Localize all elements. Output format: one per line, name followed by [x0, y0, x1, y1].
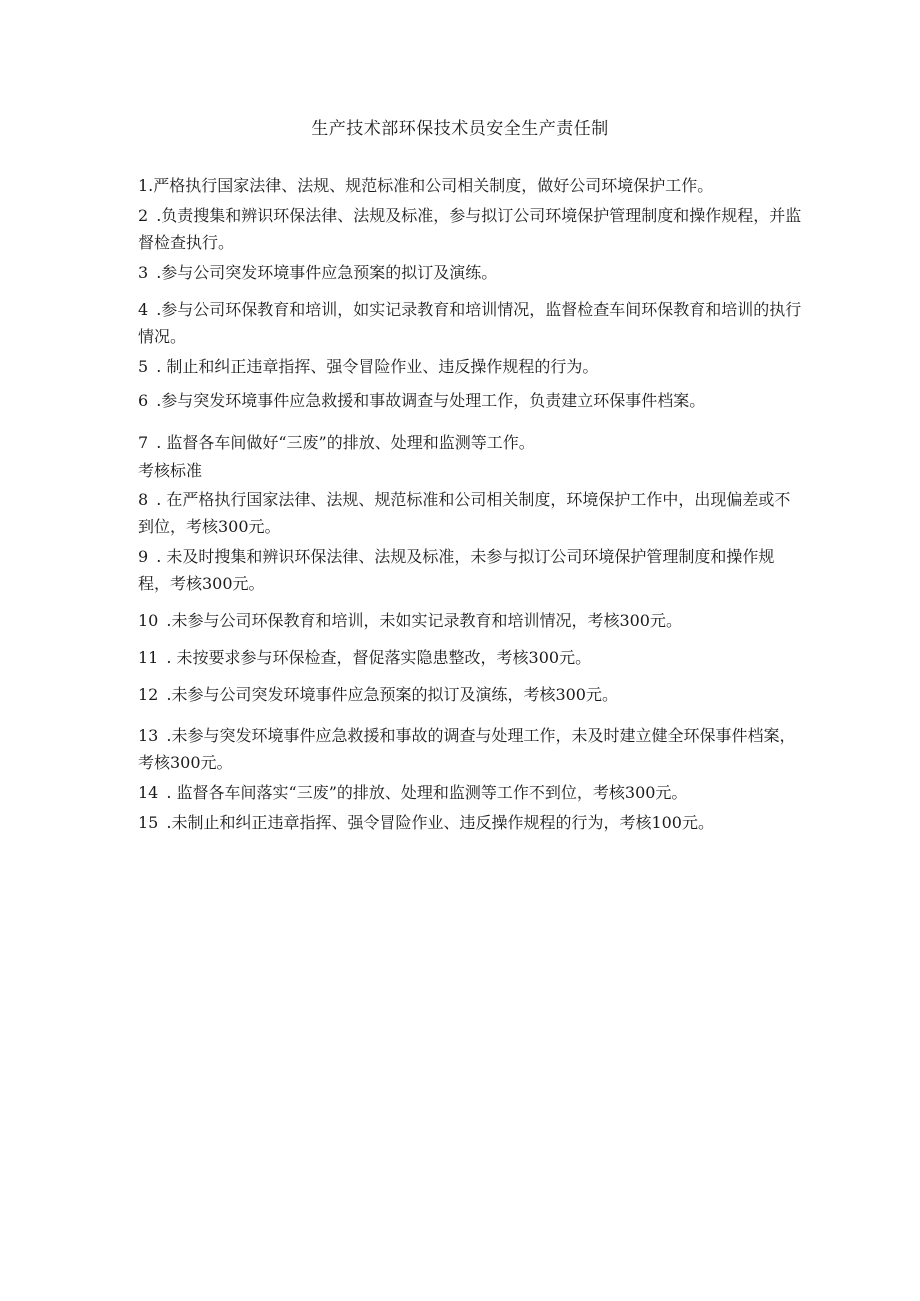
item-number: 1.: [138, 176, 154, 195]
item-text: .参与突发环境事件应急救援和事故调查与处理工作，负责建立环保事件档案。: [156, 391, 706, 410]
item-number: 10: [138, 611, 159, 630]
assessment-heading: 考核标准: [138, 461, 203, 480]
duty-item-3: [138, 259, 806, 286]
duty-item-1: [138, 172, 806, 199]
document-title: 生产技术部环保技术员安全生产责任制: [311, 119, 609, 139]
item-number: 15: [138, 813, 159, 832]
assessment-item-12: [138, 681, 806, 708]
item-number: 2: [138, 206, 149, 225]
duty-item-6: [138, 383, 806, 419]
assessment-item-8: [138, 486, 806, 540]
item-text: .参与公司突发环境事件应急预案的拟订及演练。: [156, 263, 498, 282]
item-text: .参与公司环保教育和培训，如实记录教育和培训情况，监督检查车间环保教育和培训的执行情况。: [138, 300, 802, 346]
item-text: . 未及时搜集和辨识环保法律、法规及标准，未参与拟订公司环境保护管理制度和操作规程，考核300元。: [138, 547, 775, 593]
assessment-item-11: [138, 644, 806, 671]
item-number: 11: [138, 648, 159, 667]
item-number: 7: [138, 433, 149, 452]
item-text: . 制止和纠正违章指挥、强令冒险作业、违反操作规程的行为。: [156, 357, 599, 376]
assessment-item-10: [138, 607, 806, 634]
document-body: [138, 172, 806, 839]
item-text: . 在严格执行国家法律、法规、规范标准和公司相关制度，环境保护工作中，出现偏差或不到位，考核300元。: [138, 490, 791, 536]
item-number: 6: [138, 391, 149, 410]
item-number: 14: [138, 783, 159, 802]
assessment-item-14: [138, 779, 806, 806]
item-text: 严格执行国家法律、法规、规范标准和公司相关制度，做好公司环境保护工作。: [153, 176, 714, 195]
duty-item-7: [138, 429, 806, 456]
assessment-item-13: [138, 722, 806, 776]
item-number: 8: [138, 490, 149, 509]
item-number: 9: [138, 547, 149, 566]
item-text: . 监督各车间做好“三废”的排放、处理和监测等工作。: [156, 433, 535, 452]
item-text: .未参与突发环境事件应急救援和事故的调查与处理工作，未及时建立健全环保事件档案，考核300元。: [138, 726, 796, 772]
item-text: . 监督各车间落实“三废”的排放、处理和监测等工作不到位，考核300元。: [166, 783, 688, 802]
assessment-item-9: [138, 543, 806, 597]
item-text: .负责搜集和辨识环保法律、法规及标准，参与拟订公司环境保护管理制度和操作规程，并监督检查执行。: [138, 206, 802, 252]
item-number: 3: [138, 263, 149, 282]
item-text: . 未按要求参与环保检查，督促落实隐患整改，考核300元。: [166, 648, 592, 667]
duty-item-2: [138, 202, 806, 256]
item-text: .未参与公司环保教育和培训，未如实记录教育和培训情况，考核300元。: [166, 611, 682, 630]
item-number: 5: [138, 357, 149, 376]
duty-item-4: [138, 296, 806, 350]
duty-item-5: [138, 353, 806, 380]
assessment-item-15: [138, 809, 806, 836]
item-number: 4: [138, 300, 149, 319]
item-text: .未制止和纠正违章指挥、强令冒险作业、违反操作规程的行为，考核100元。: [166, 813, 714, 832]
item-number: 12: [138, 685, 159, 704]
item-number: 13: [138, 726, 159, 745]
item-text: .未参与公司突发环境事件应急预案的拟订及演练，考核300元。: [166, 685, 618, 704]
